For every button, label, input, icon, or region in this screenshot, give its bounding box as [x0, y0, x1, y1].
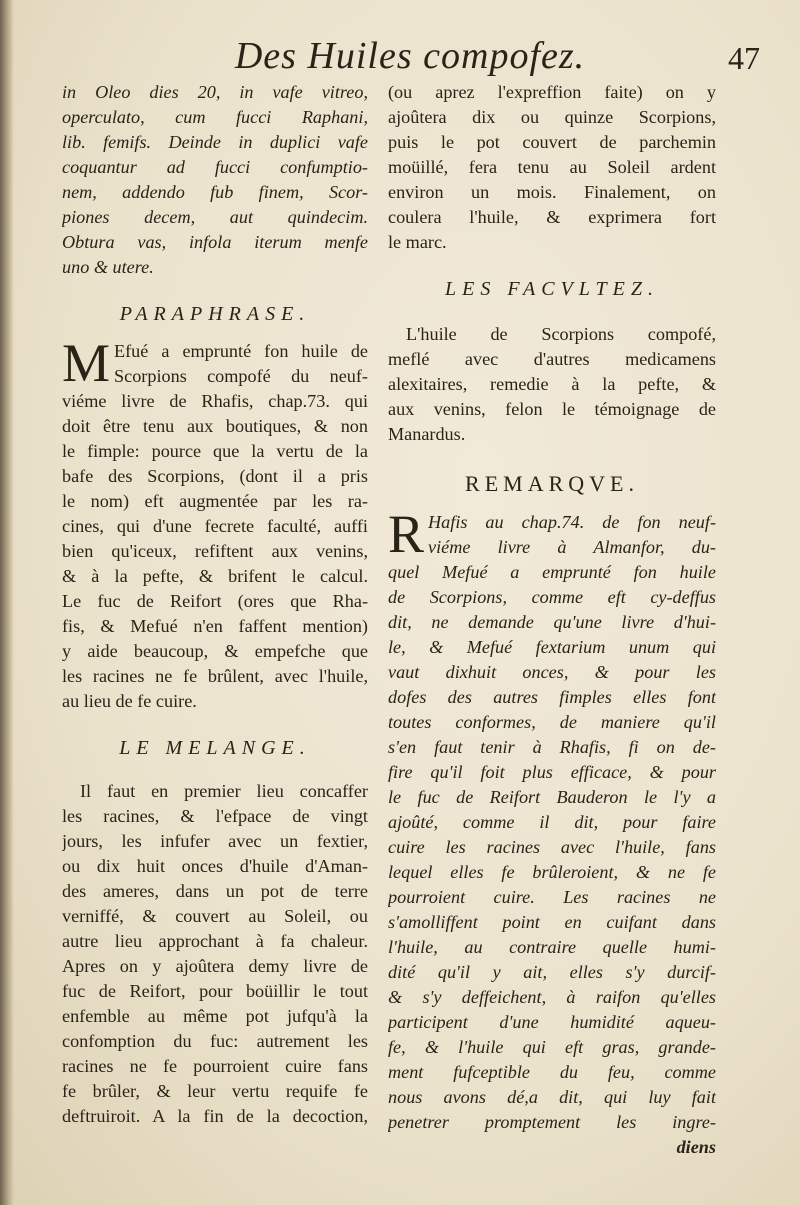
- paraphrase-paragraph: [62, 333, 368, 714]
- text-line: le fuc de Reifort Bauderon le l'y a: [388, 787, 716, 807]
- heading-paraphrase: PARAPHRASE.: [119, 303, 311, 325]
- text-line: ajoûté, comme il dit, pour faire: [388, 812, 716, 832]
- melange-paragraph: [62, 779, 368, 1129]
- text-line: fis, & Mefué n'en faffent mention): [62, 616, 368, 636]
- text-line: s'en faut tenir à Rhafis, fi on de-: [388, 737, 716, 757]
- page-number: 47: [728, 40, 760, 76]
- text-line: racines ne fe pourroient cuire fans: [62, 1056, 368, 1076]
- text-line: bafe des Scorpions, (dont il a pris: [62, 466, 368, 486]
- text-line: doit être tenu aux boutiques, & non: [62, 416, 368, 436]
- text-line: ou dix huit onces d'huile d'Aman-: [62, 856, 368, 876]
- text-line: Le fuc de Reifort (ores que Rha-: [62, 591, 368, 611]
- text-line: uno & utere.: [62, 257, 154, 277]
- text-line: alexitaires, remedie à la pefte, &: [388, 374, 716, 394]
- catchword: diens: [676, 1137, 716, 1157]
- text-line: toutes conformes, de maniere qu'il: [388, 712, 716, 732]
- text-line: Scorpions compofé du neuf-: [114, 366, 368, 386]
- text-line: y aide beaucoup, & empefche que: [62, 641, 368, 661]
- text-line: le, & Mefué fextarium unum qui: [388, 637, 716, 657]
- text-line: meflé avec d'autres medicamens: [388, 349, 716, 369]
- page-header: [60, 34, 760, 84]
- text-line: piones decem, aut quindecim.: [62, 207, 368, 227]
- right-column: [388, 80, 716, 1160]
- text-line: les racines, & l'efpace de vingt: [62, 806, 368, 826]
- text-line: dité qu'il y ait, elles s'y durcif-: [388, 962, 716, 982]
- text-line: aux venins, felon le témoignage de: [388, 399, 716, 419]
- text-line: dit, ne demande qu'une livre d'hui-: [388, 612, 716, 632]
- text-line: nem, addendo fub finem, Scor-: [62, 182, 368, 202]
- text-line: s'amolliffent point en cuifant dans: [388, 912, 716, 932]
- text-line: lequel elles fe brûleroient, & ne fe: [388, 862, 716, 882]
- text-line: le nom) eft augmentée par les ra-: [62, 491, 368, 511]
- text-line: quel Mefué a emprunté fon huile: [388, 562, 716, 582]
- text-line: Manardus.: [388, 424, 466, 444]
- text-line: coquantur ad fucci confumptio-: [62, 157, 368, 177]
- running-title: Des Huiles compofez.: [234, 35, 586, 77]
- text-line: autre lieu approchant à fa chaleur.: [62, 931, 368, 951]
- text-line: fuc de Reifort, pour boüillir le tout: [62, 981, 368, 1001]
- text-line: de Scorpions, comme eft cy-deffus: [388, 587, 716, 607]
- text-line: confomption du fuc: autrement les: [62, 1031, 368, 1051]
- text-line: jours, les infufer avec un fextier,: [62, 831, 368, 851]
- text-line: operculato, cum fucci Raphani,: [62, 107, 368, 127]
- text-line: nous avons dé,a dit, qui luy fait: [388, 1087, 716, 1107]
- text-line: viéme livre de Rhafis, chap.73. qui: [62, 391, 368, 411]
- text-line: pourroient cuire. Les racines ne: [388, 887, 716, 907]
- text-line: deftruiroit. A la fin de la decoction,: [62, 1106, 368, 1126]
- text-line: cuire les racines avec l'huile, fans: [388, 837, 716, 857]
- binding-gutter: [0, 0, 14, 1205]
- continuation-paragraph: [388, 80, 716, 255]
- text-line: coulera l'huile, & exprimera fort: [388, 207, 716, 227]
- text-line: in Oleo dies 20, in vafe vitreo,: [62, 82, 368, 102]
- text-line: verniffé, & couvert au Soleil, ou: [62, 906, 368, 926]
- text-line: (ou aprez l'expreffion faite) on y: [388, 82, 716, 102]
- text-line: les racines ne fe brûlent, avec l'huile,: [62, 666, 368, 686]
- text-line: puis le pot couvert de parchemin: [388, 132, 716, 152]
- remarque-paragraph: [388, 504, 716, 1135]
- text-line: au lieu de fe cuire.: [62, 691, 197, 711]
- heading-remarque: REMARQVE.: [465, 471, 639, 496]
- left-column: [62, 80, 368, 1129]
- text-line: Apres on y ajoûtera demy livre de: [62, 956, 368, 976]
- drop-cap-m: M: [62, 333, 111, 393]
- latin-recipe-text: [62, 80, 368, 280]
- text-line: vaut dixhuit onces, & pour les: [388, 662, 716, 682]
- text-line: & s'y deffeichent, à raifon qu'elles: [388, 987, 716, 1007]
- drop-cap-r: R: [388, 504, 425, 564]
- text-line: fe brûler, & leur vertu requife fe: [62, 1081, 368, 1101]
- facultez-paragraph: [388, 322, 716, 447]
- text-line: fe, & l'huile qui eft gras, grande-: [388, 1037, 716, 1057]
- text-line: fire qu'il foit plus efficace, & pour: [388, 762, 716, 782]
- text-line: le fimple: pource que la vertu de la: [62, 441, 368, 461]
- heading-les-facultez: LES FACVLTEZ.: [445, 278, 659, 300]
- text-line: viéme livre à Almanfor, du-: [428, 537, 716, 557]
- text-line: Efué a emprunté fon huile de: [114, 341, 368, 361]
- text-line: Hafis au chap.74. de fon neuf-: [428, 512, 716, 532]
- text-line: Obtura vas, infola iterum menfe: [62, 232, 368, 252]
- text-line: participent d'une humidité aqueu-: [388, 1012, 716, 1032]
- text-line: cines, qui d'une fecrete faculté, auffi: [62, 516, 368, 536]
- text-line: moüillé, fera tenu au Soleil ardent: [388, 157, 716, 177]
- text-line: penetrer promptement les ingre-: [388, 1112, 716, 1132]
- text-line: bien qu'iceux, refiftent aux venins,: [62, 541, 368, 561]
- text-line: & à la pefte, & brifent le calcul.: [62, 566, 368, 586]
- text-line: L'huile de Scorpions compofé,: [406, 324, 716, 344]
- heading-le-melange: LE MELANGE.: [119, 737, 311, 759]
- text-line: le marc.: [388, 232, 447, 252]
- text-line: Il faut en premier lieu concaffer: [80, 781, 368, 801]
- text-line: des ameres, dans un pot de terre: [62, 881, 368, 901]
- text-line: ment fufceptible du feu, comme: [388, 1062, 716, 1082]
- text-line: l'huile, au contraire quelle humi-: [388, 937, 716, 957]
- text-line: lib. femifs. Deinde in duplici vafe: [62, 132, 368, 152]
- text-line: environ un mois. Finalement, on: [388, 182, 716, 202]
- text-line: ajoûtera dix ou quinze Scorpions,: [388, 107, 716, 127]
- text-line: dofes des autres fimples elles font: [388, 687, 716, 707]
- text-line: enfemble au même pot jufqu'à la: [62, 1006, 368, 1026]
